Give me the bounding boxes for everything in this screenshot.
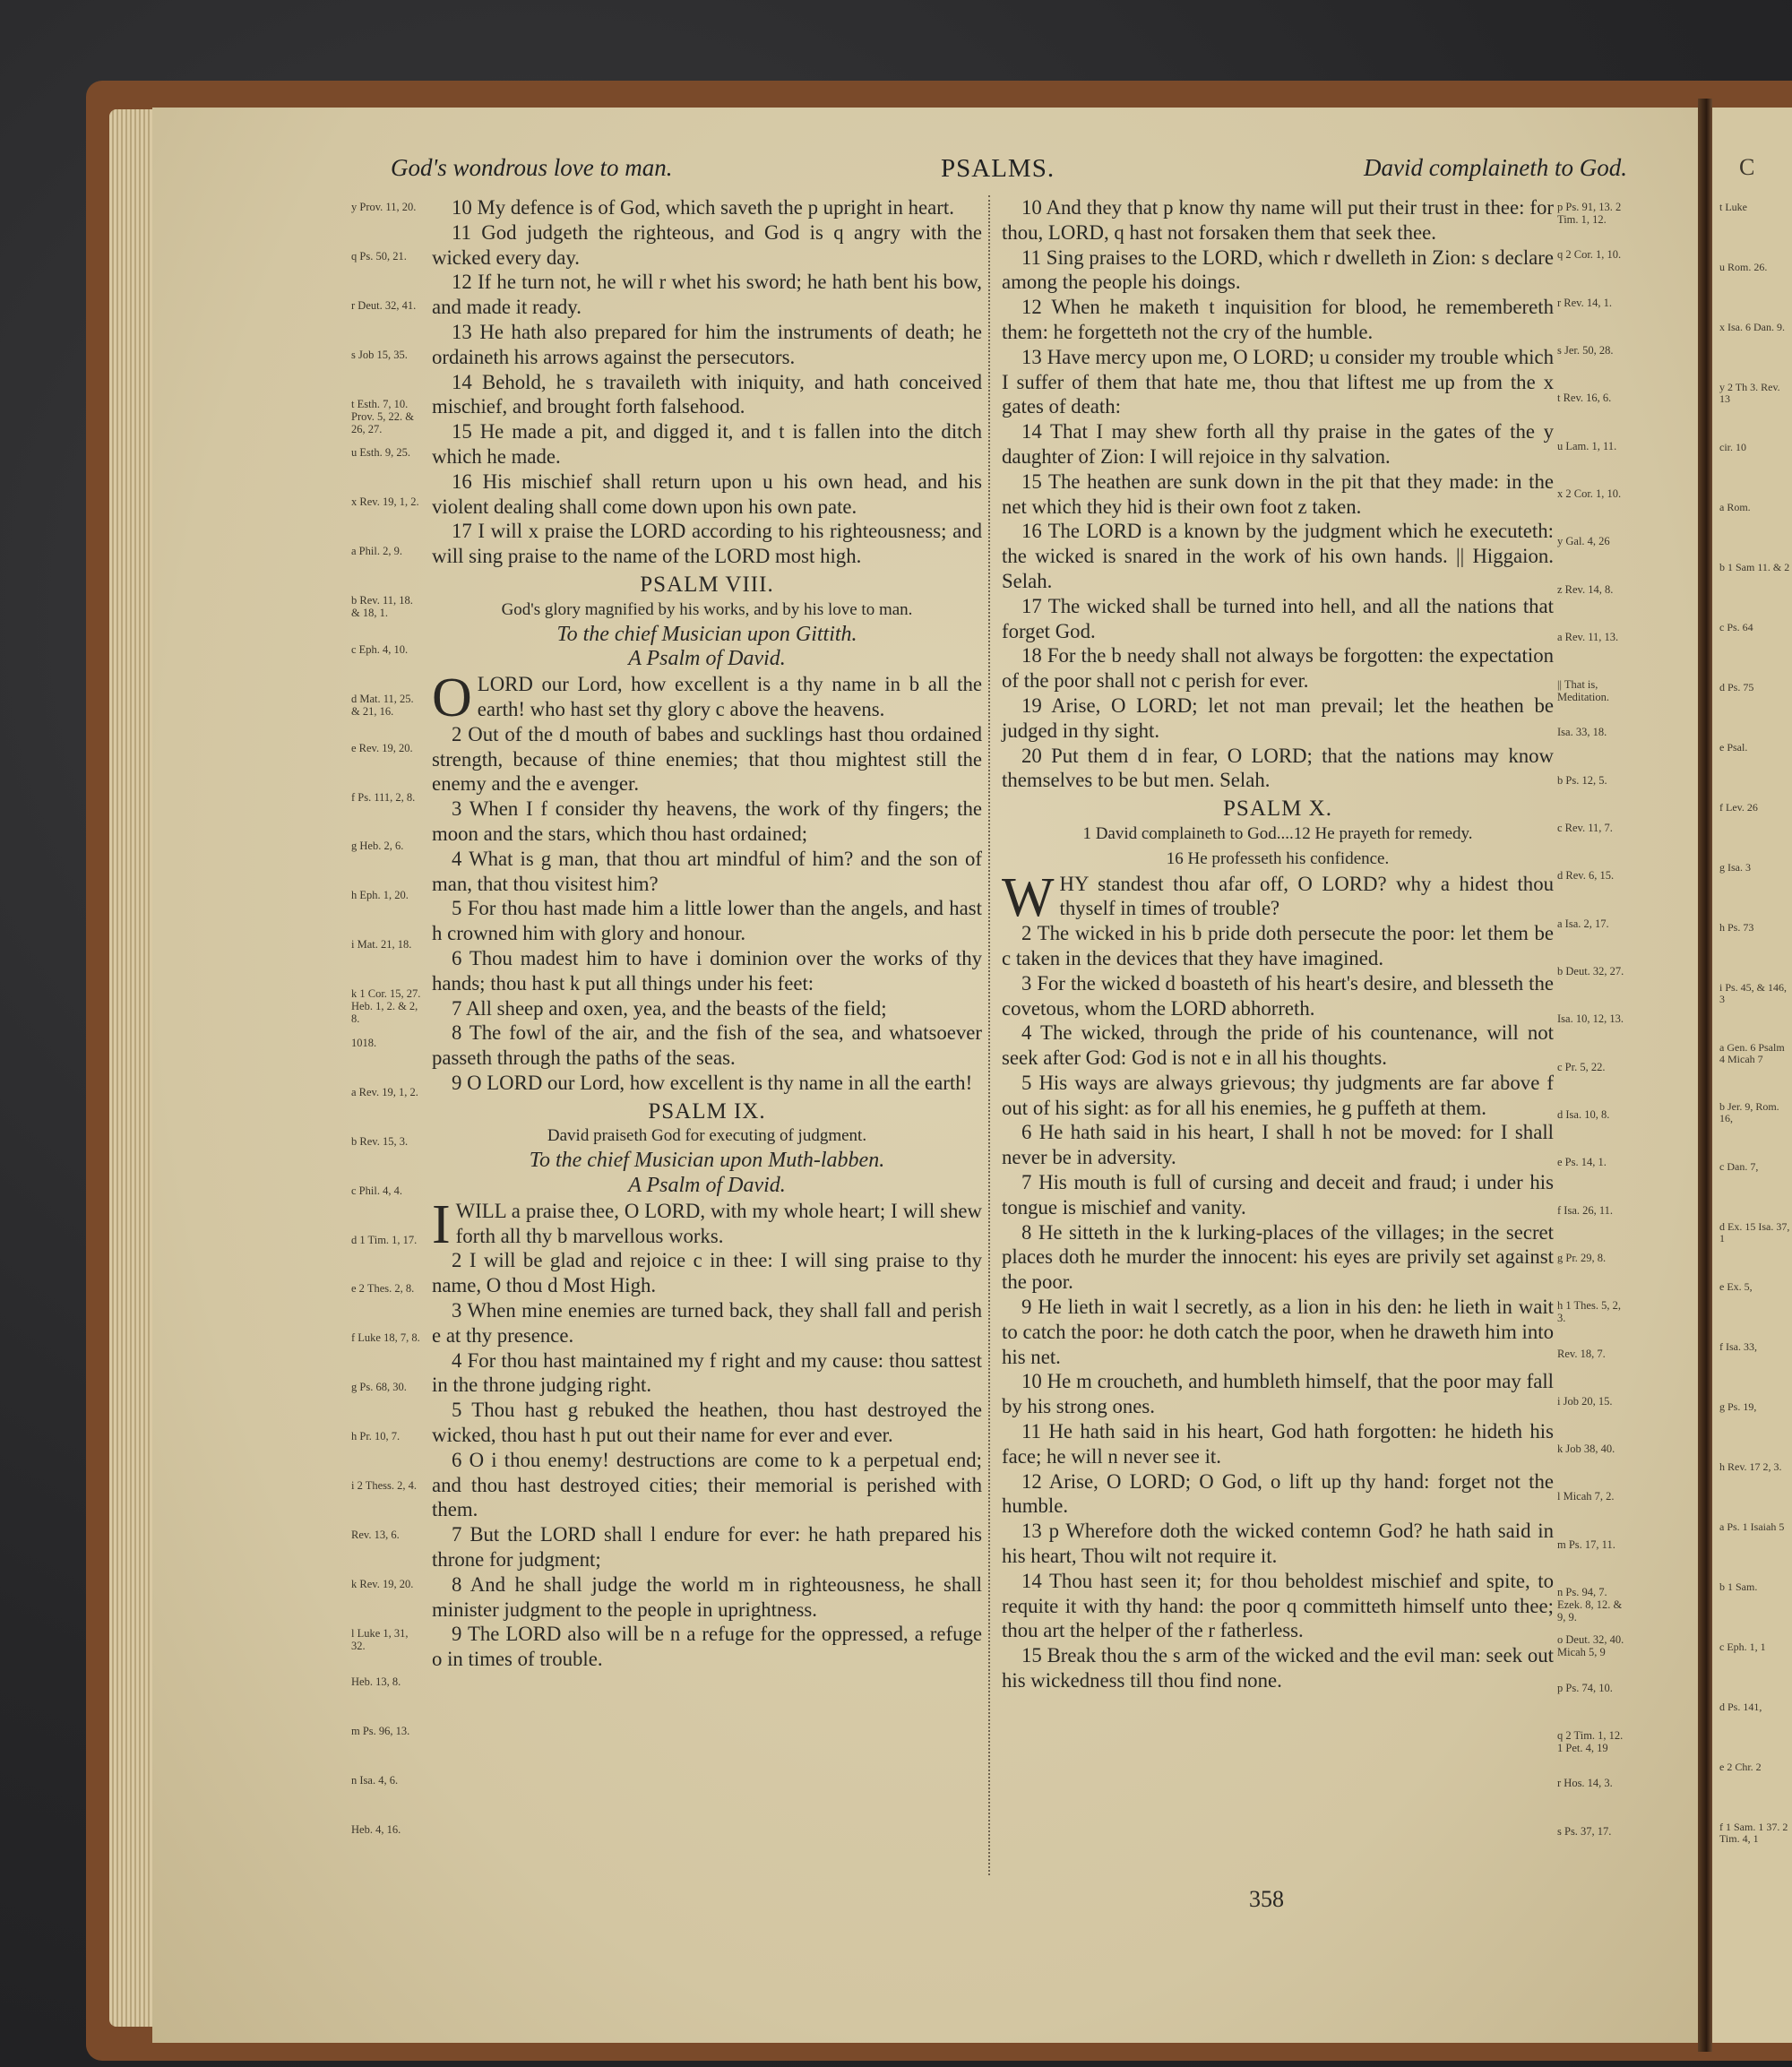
- margin-reference: q 2 Tim. 1, 12. 1 Pet. 4, 19: [1557, 1729, 1624, 1754]
- verse: 16 His mischief shall return upon u his own head, and his violent dealing shall come down upon his own pate.: [432, 469, 982, 518]
- psalm8-attribution: A Psalm of David.: [628, 647, 786, 671]
- verse: 18 For the b needy shall not always be forgotten: the expectation of the poor shall not c perish for ever.: [1002, 644, 1554, 693]
- margin-reference: x 2 Cor. 1, 10.: [1557, 487, 1622, 500]
- margin-reference: k 1 Cor. 15, 27. Heb. 1, 2. & 2, 8.: [351, 987, 421, 1025]
- verse: 9 O LORD our Lord, how excellent is thy name in all the earth!: [452, 1071, 973, 1094]
- facing-page-note: b 1 Sam 11. & 2: [1719, 561, 1790, 573]
- header-left: God's wondrous love to man.: [391, 154, 673, 181]
- margin-reference: e 2 Thes. 2, 8.: [351, 1282, 415, 1295]
- facing-page-head: C: [1739, 154, 1755, 180]
- margin-reference: p Ps. 91, 13. 2 Tim. 1, 12.: [1557, 201, 1622, 226]
- margin-reference: c Eph. 4, 10.: [351, 643, 409, 656]
- margin-reference: g Ps. 68, 30.: [351, 1381, 407, 1393]
- verse: 5 Thou hast g rebuked the heathen, thou hast destroyed the wicked, thou hast h put out their name for ever and ever.: [432, 1399, 982, 1447]
- margin-reference: o Deut. 32, 40. Micah 5, 9: [1557, 1633, 1624, 1658]
- margin-reference: e Ps. 14, 1.: [1557, 1156, 1607, 1168]
- margin-reference: h Eph. 1, 20.: [351, 889, 409, 901]
- verse: IWILL a praise thee, O LORD, with my whole heart; I will shew forth all thy b marvellous works.: [432, 1193, 982, 1255]
- facing-page-note: e Ex. 5,: [1719, 1280, 1753, 1293]
- margin-reference: b Deut. 32, 27.: [1557, 965, 1624, 978]
- psalm8-title: PSALM VIII.: [640, 572, 774, 597]
- facing-page-note: cir. 10: [1719, 441, 1746, 453]
- margin-reference: e Rev. 19, 20.: [351, 742, 413, 754]
- verse: 13 Have mercy upon me, O LORD; u consider my trouble which I suffer of them that hate me, thou that liftest me up from the x gates of death:: [1002, 345, 1554, 418]
- margin-reference: Isa. 10, 12, 13.: [1557, 1012, 1624, 1025]
- margin-reference: i 2 Thess. 2, 4.: [351, 1479, 418, 1492]
- verse: 14 That I may shew forth all thy praise in the gates of the y daughter of Zion: I will rejoice in thy salvation.: [1002, 420, 1554, 468]
- verse: OLORD our Lord, how excellent is a thy name in b all the earth! who hast set thy glory c above the heavens.: [432, 667, 982, 729]
- verse: 5 For thou hast made him a little lower than the angels, and hast h crowned him with glory and honour.: [432, 897, 982, 945]
- facing-page-note: b 1 Sam.: [1719, 1580, 1758, 1593]
- facing-page-note: g Isa. 3: [1719, 861, 1751, 874]
- margin-reference: u Lam. 1, 11.: [1557, 440, 1617, 452]
- facing-page: [1712, 108, 1792, 2043]
- margin-reference: i Mat. 21, 18.: [351, 938, 412, 951]
- verse: 9 The LORD also will be n a refuge for the oppressed, a refuge o in times of trouble.: [432, 1623, 982, 1671]
- verse: 4 For thou hast maintained my f right and my cause: thou sattest in the throne judging right.: [432, 1348, 982, 1397]
- verse: 13 He hath also prepared for him the instruments of death; he ordaineth his arrows against the persecutors.: [432, 320, 982, 368]
- page-number: 358: [1249, 1886, 1284, 1912]
- margin-reference: t Esth. 7, 10. Prov. 5, 22. & 26, 27.: [351, 398, 415, 435]
- facing-page-note: x Isa. 6 Dan. 9.: [1719, 321, 1785, 333]
- margin-reference: x Rev. 19, 1, 2.: [351, 495, 419, 508]
- psalm10-summary-1: 1 David complaineth to God....12 He prayeth for remedy.: [1082, 823, 1473, 843]
- margin-reference: c Rev. 11, 7.: [1557, 822, 1613, 834]
- margin-reference: f Luke 18, 7, 8.: [351, 1331, 420, 1344]
- verse: 8 He sitteth in the k lurking-places of the villages; in the secret places doth he murder the innocent: his eyes are privily set against the poor.: [1002, 1220, 1554, 1294]
- margin-reference: y Prov. 11, 20.: [351, 201, 417, 213]
- margin-reference: z Rev. 14, 8.: [1557, 583, 1614, 596]
- drop-capital: O: [432, 667, 472, 729]
- verse: 4 What is g man, that thou art mindful of him? and the son of man, that thou visitest him?: [432, 847, 982, 895]
- verse: 2 I will be glad and rejoice c in thee: I will sing praise to thy name, O thou d Most High.: [432, 1249, 982, 1297]
- facing-page-note: u Rom. 26.: [1719, 261, 1768, 273]
- margin-reference: l Micah 7, 2.: [1557, 1490, 1615, 1503]
- margin-reference: p Ps. 74, 10.: [1557, 1682, 1613, 1694]
- margin-reference: Heb. 4, 16.: [351, 1823, 401, 1836]
- verse: 2 Out of the d mouth of babes and sucklings hast thou ordained strength, because of thine enemies; that thou mightest still the enemy and the e avenger.: [432, 722, 982, 796]
- margin-reference: g Pr. 29, 8.: [1557, 1252, 1607, 1264]
- verse: 3 For the wicked d boasteth of his heart's desire, and blesseth the covetous, whom the LORD abhorreth.: [1002, 971, 1554, 1020]
- verse: 2 The wicked in his b pride doth persecute the poor: let them be c taken in the devices that they have imagined.: [1002, 922, 1554, 969]
- psalm9-superscription: To the chief Musician upon Muth-labben.: [529, 1149, 885, 1173]
- verse: 4 The wicked, through the pride of his countenance, will not seek after God: God is not e in all his thoughts.: [1002, 1021, 1554, 1070]
- margin-reference: h 1 Thes. 5, 2, 3.: [1557, 1299, 1621, 1324]
- margin-reference: i Job 20, 15.: [1557, 1395, 1613, 1408]
- verse: 19 Arise, O LORD; let not man prevail; let the heathen be judged in thy sight.: [1002, 693, 1554, 742]
- facing-page-note: f Lev. 26: [1719, 801, 1758, 814]
- margin-reference: r Hos. 14, 3.: [1557, 1777, 1613, 1789]
- margin-reference: y Gal. 4, 26: [1557, 535, 1610, 547]
- margin-reference: m Ps. 96, 13.: [351, 1725, 410, 1737]
- verse: 15 He made a pit, and digged it, and t is fallen into the ditch which he made.: [432, 420, 982, 468]
- facing-page-note: d Ps. 141,: [1719, 1701, 1762, 1713]
- facing-page-note: g Ps. 19,: [1719, 1400, 1757, 1413]
- header-center: PSALMS.: [941, 154, 1055, 183]
- margin-reference: q 2 Cor. 1, 10.: [1557, 248, 1622, 261]
- margin-reference: s Job 15, 35.: [351, 349, 408, 361]
- verse: 14 Behold, he s travaileth with iniquity, and hath conceived mischief, and brought forth falsehood.: [432, 370, 982, 418]
- facing-page-note: y 2 Th 3. Rev. 13: [1719, 381, 1780, 405]
- running-head: [391, 154, 1627, 190]
- margin-reference: u Esth. 9, 25.: [351, 446, 410, 459]
- drop-capital: W: [1002, 866, 1055, 928]
- verse: 5 His ways are always grievous; thy judgments are far above f out of his sight: as for all his enemies, he g puffeth at them.: [1002, 1071, 1554, 1119]
- verse: 8 And he shall judge the world m in righteousness, he shall minister judgment to the people in uprightness.: [432, 1572, 982, 1621]
- verse: 7 His mouth is full of cursing and deceit and fraud; i under his tongue is mischief and vanity.: [1002, 1171, 1554, 1219]
- margin-reference: b Rev. 15, 3.: [351, 1135, 409, 1148]
- verse: 16 The LORD is a known by the judgment which he executeth: the wicked is snared in the work of his own hands. || Higgaion. Selah.: [1002, 520, 1554, 592]
- verse: WHY standest thou afar off, O LORD? why a hidest thou thyself in times of trouble?: [1002, 866, 1554, 928]
- verse: 17 The wicked shall be turned into hell, and all the nations that forget God.: [1002, 594, 1554, 642]
- verse: 12 When he maketh t inquisition for blood, he remembereth them: he forgetteth not the cry of the humble.: [1002, 296, 1554, 343]
- verse: 8 The fowl of the air, and the fish of the sea, and whatsoever passeth through the paths of the seas.: [432, 1021, 982, 1070]
- margin-reference: || That is, Meditation.: [1557, 678, 1609, 703]
- margin-reference: a Rev. 19, 1, 2.: [351, 1086, 418, 1098]
- verse: 7 All sheep and oxen, yea, and the beasts of the field;: [452, 996, 887, 1020]
- verse: 10 My defence is of God, which saveth the p upright in heart.: [452, 196, 954, 219]
- verse: 15 Break thou the s arm of the wicked and the evil man: seek out his wickedness till thou find none.: [1002, 1644, 1554, 1692]
- facing-page-note: a Gen. 6 Psalm 4 Micah 7: [1719, 1041, 1785, 1065]
- margin-reference: r Rev. 14, 1.: [1557, 297, 1612, 309]
- facing-page-note: c Eph. 1, 1: [1719, 1641, 1766, 1653]
- margin-reference: Isa. 33, 18.: [1557, 726, 1607, 738]
- facing-page-note: f 1 Sam. 1 37. 2 Tim. 4, 1: [1719, 1821, 1788, 1845]
- facing-page-note: a Ps. 1 Isaiah 5: [1719, 1520, 1785, 1533]
- margin-reference: k Job 38, 40.: [1557, 1443, 1615, 1455]
- margin-reference: Rev. 13, 6.: [351, 1529, 400, 1541]
- verse: 6 O i thou enemy! destructions are come to k a perpetual end; and thou hast destroyed cities; their memorial is perished with them.: [432, 1448, 982, 1521]
- margin-reference: d Mat. 11, 25. & 21, 16.: [351, 693, 414, 718]
- verse: 7 But the LORD shall l endure for ever: he hath prepared his throne for judgment;: [432, 1523, 982, 1572]
- facing-page-note: c Ps. 64: [1719, 621, 1753, 633]
- facing-page-note: d Ps. 75: [1719, 681, 1754, 693]
- margin-reference: d Isa. 10, 8.: [1557, 1108, 1610, 1121]
- margin-reference: f Ps. 111, 2, 8.: [351, 791, 416, 804]
- margin-reference: s Jer. 50, 28.: [1557, 344, 1614, 357]
- facing-page-note: h Rev. 17 2, 3.: [1719, 1460, 1782, 1473]
- psalm8-superscription: To the chief Musician upon Gittith.: [556, 622, 857, 646]
- verse: 20 Put them d in fear, O LORD; that the nations may know themselves to be but men. Selah.: [1002, 744, 1554, 792]
- facing-page-note: e 2 Chr. 2: [1719, 1761, 1762, 1773]
- header-right: David complaineth to God.: [1364, 154, 1627, 181]
- verse: 6 Thou madest him to have i dominion over the works of thy hands; thou hast k put all things under his feet:: [432, 946, 982, 995]
- facing-page-note: a Rom.: [1719, 501, 1751, 513]
- psalm9-summary: David praiseth God for executing of judgment.: [547, 1126, 867, 1146]
- margin-reference: d 1 Tim. 1, 17.: [351, 1234, 418, 1246]
- verse: 3 When mine enemies are turned back, they shall fall and perish e at thy presence.: [432, 1299, 982, 1347]
- verse: 6 He hath said in his heart, I shall h not be moved: for I shall never be in adversity.: [1002, 1121, 1554, 1169]
- verse: 11 Sing praises to the LORD, which r dwelleth in Zion: s declare among the people his doings.: [1002, 245, 1554, 294]
- verse: 15 The heathen are sunk down in the pit that they made: in the net which they hid is their own foot z taken.: [1002, 469, 1554, 518]
- drop-capital: I: [432, 1193, 451, 1255]
- psalm8-summary: God's glory magnified by his works, and by his love to man.: [501, 599, 913, 619]
- margin-reference: 1018.: [351, 1037, 377, 1049]
- verse: 14 Thou hast seen it; for thou beholdest mischief and spite, to requite it with thy hand: the poor q committeth himself unto thee; thou art the helper of the r fatherless.: [1002, 1569, 1554, 1642]
- margin-reference: t Rev. 16, 6.: [1557, 392, 1612, 404]
- psalm9-attribution: A Psalm of David.: [628, 1174, 786, 1198]
- facing-page-note: e Psal.: [1719, 741, 1748, 754]
- verse: 10 He m croucheth, and humbleth himself, that the poor may fall by his strong ones.: [1002, 1370, 1554, 1418]
- facing-page-note: t Luke: [1719, 201, 1747, 213]
- margin-reference: g Heb. 2, 6.: [351, 840, 404, 852]
- margin-reference: n Isa. 4, 6.: [351, 1774, 399, 1787]
- facing-page-note: b Jer. 9, Rom. 16,: [1719, 1100, 1779, 1124]
- facing-page-note: c Dan. 7,: [1719, 1160, 1759, 1173]
- margin-reference: r Deut. 32, 41.: [351, 299, 417, 312]
- facing-page-note: i Ps. 45, & 146, 3: [1719, 981, 1788, 1005]
- margin-reference: a Isa. 2, 17.: [1557, 917, 1609, 930]
- margin-reference: Heb. 13, 8.: [351, 1675, 401, 1688]
- verse: 12 If he turn not, he will r whet his sword; he hath bent his bow, and made it ready.: [432, 271, 982, 319]
- margin-reference: d Rev. 6, 15.: [1557, 869, 1615, 882]
- margin-reference: a Phil. 2, 9.: [351, 545, 402, 557]
- verse: 9 He lieth in wait l secretly, as a lion in his den: he lieth in wait to catch the poor: he doth catch the poor, when he draweth him into his net.: [1002, 1296, 1554, 1368]
- margin-reference: q Ps. 50, 21.: [351, 250, 407, 263]
- margin-reference: b Ps. 12, 5.: [1557, 774, 1607, 787]
- verse: 11 God judgeth the righteous, and God is q angry with the wicked every day.: [432, 220, 982, 269]
- margin-reference: k Rev. 19, 20.: [351, 1578, 414, 1590]
- verse: 11 He hath said in his heart, God hath forgotten: he hideth his face; he will n never see it.: [1002, 1420, 1554, 1468]
- verse: 17 I will x praise the LORD according to his righteousness; and will sing praise to the name of the LORD most high.: [432, 520, 982, 568]
- verse: 13 p Wherefore doth the wicked contemn God? he hath said in his heart, Thou wilt not require it.: [1002, 1520, 1554, 1568]
- margin-reference: n Ps. 94, 7. Ezek. 8, 12. & 9, 9.: [1557, 1586, 1623, 1623]
- verse: 3 When I f consider thy heavens, the work of thy fingers; the moon and the stars, which thou hast ordained;: [432, 797, 982, 845]
- column-divider: [988, 195, 995, 1875]
- psalm10-title: PSALM X.: [1223, 797, 1332, 822]
- psalm10-summary-2: 16 He professeth his confidence.: [1166, 848, 1390, 868]
- book-gutter: [1698, 99, 1712, 2052]
- verse: 10 And they that p know thy name will put their trust in thee: for thou, LORD, q hast not forsaken them that seek thee.: [1002, 196, 1554, 244]
- margin-reference: l Luke 1, 31, 32.: [351, 1627, 409, 1652]
- right-column: [1002, 195, 1554, 1693]
- margin-reference: h Pr. 10, 7.: [351, 1430, 401, 1443]
- margin-reference: c Phil. 4, 4.: [351, 1184, 402, 1197]
- psalm9-title: PSALM IX.: [648, 1098, 766, 1124]
- facing-page-note: h Ps. 73: [1719, 921, 1754, 934]
- verse: 12 Arise, O LORD; O God, o lift up thy hand: forget not the humble.: [1002, 1469, 1554, 1518]
- margin-reference: m Ps. 17, 11.: [1557, 1538, 1615, 1551]
- margin-reference: b Rev. 11, 18. & 18, 1.: [351, 594, 413, 619]
- margin-reference: f Isa. 26, 11.: [1557, 1204, 1614, 1217]
- margin-reference: s Ps. 37, 17.: [1557, 1825, 1612, 1838]
- margin-reference: a Rev. 11, 13.: [1557, 631, 1619, 643]
- facing-page-note: f Isa. 33,: [1719, 1340, 1757, 1353]
- facing-page-note: d Ex. 15 Isa. 37, 1: [1719, 1220, 1790, 1245]
- margin-reference: Rev. 18, 7.: [1557, 1348, 1606, 1360]
- left-column: [432, 195, 982, 1672]
- margin-reference: c Pr. 5, 22.: [1557, 1061, 1606, 1073]
